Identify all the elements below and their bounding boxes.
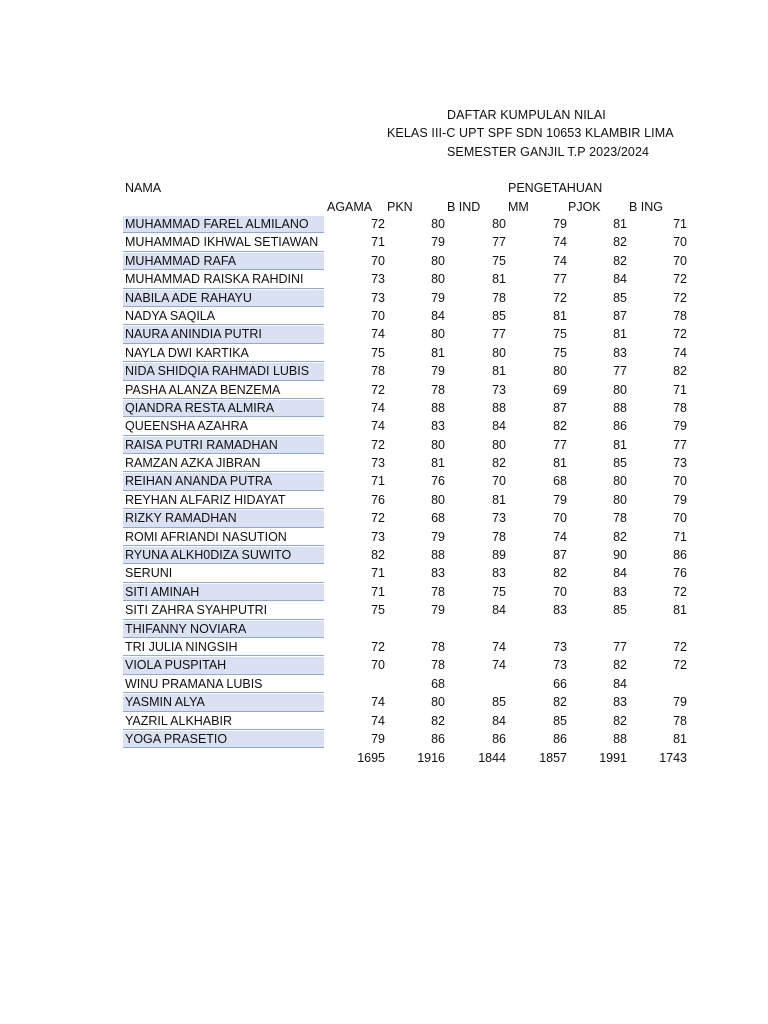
table-row (0, 326, 768, 344)
table-row (0, 382, 768, 400)
score-cell: 80 (613, 382, 627, 397)
table-row (0, 565, 768, 583)
score-cell: 79 (431, 290, 445, 305)
score-cell: 80 (431, 437, 445, 452)
table-row (0, 510, 768, 528)
score-cell: 78 (673, 713, 687, 728)
score-cell: 88 (613, 400, 627, 415)
score-cell: 83 (613, 345, 627, 360)
score-cell: 80 (613, 492, 627, 507)
student-name: MUHAMMAD FAREL ALMILANO (123, 216, 324, 233)
table-row (0, 216, 768, 234)
score-cell: 83 (553, 603, 567, 618)
score-cell: 73 (492, 511, 506, 526)
score-cell: 75 (371, 345, 385, 360)
score-cell: 82 (553, 419, 567, 434)
score-cell: 82 (492, 456, 506, 471)
table-row (0, 418, 768, 436)
score-cell: 74 (371, 419, 385, 434)
score-cell: 85 (613, 290, 627, 305)
header-name: NAMA (125, 181, 162, 195)
score-cell: 73 (371, 272, 385, 287)
subject-header-pjok: PJOK (568, 200, 601, 214)
score-cell: 86 (613, 419, 627, 434)
score-cell: 81 (431, 456, 445, 471)
score-cell: 79 (553, 492, 567, 507)
score-cell: 77 (492, 327, 506, 342)
score-cell: 83 (492, 566, 506, 581)
title-line-3: SEMESTER GANJIL T.P 2023/2024 (447, 145, 650, 159)
score-cell: 72 (673, 272, 687, 287)
score-cell: 70 (673, 253, 687, 268)
subject-header-mm: MM (508, 200, 529, 214)
score-cell: 72 (673, 327, 687, 342)
score-cell: 86 (673, 548, 687, 563)
score-cell: 73 (371, 456, 385, 471)
score-cell: 72 (553, 290, 567, 305)
score-cell: 74 (553, 235, 567, 250)
score-cell: 81 (673, 603, 687, 618)
score-cell: 81 (613, 217, 627, 231)
score-cell: 84 (613, 676, 627, 691)
table-row (0, 437, 768, 455)
table-row (0, 584, 768, 602)
score-cell: 85 (492, 695, 506, 710)
score-cell: 81 (613, 437, 627, 452)
score-cell: 82 (553, 566, 567, 581)
score-cell: 72 (371, 437, 385, 452)
score-cell: 70 (673, 474, 687, 489)
table-row (0, 547, 768, 565)
score-cell: 71 (371, 584, 385, 599)
score-cell: 84 (492, 713, 506, 728)
score-cell: 80 (431, 253, 445, 268)
student-name: RYUNA ALKH0DIZA SUWITO (123, 547, 324, 564)
score-cell: 81 (553, 456, 567, 471)
student-name: REYHAN ALFARIZ HIDAYAT (123, 492, 324, 509)
score-cell: 70 (371, 253, 385, 268)
table-row (0, 676, 768, 694)
score-cell: 78 (492, 529, 506, 544)
score-cell: 84 (613, 566, 627, 581)
score-cell: 80 (431, 327, 445, 342)
header-group: PENGETAHUAN (508, 181, 603, 195)
score-cell: 77 (553, 272, 567, 287)
score-cell: 76 (431, 474, 445, 489)
score-cell: 82 (673, 364, 687, 379)
table-row (0, 713, 768, 731)
score-cell: 70 (371, 308, 385, 323)
table-row (0, 271, 768, 289)
score-cell: 83 (431, 419, 445, 434)
score-cell: 86 (492, 731, 506, 746)
score-cell: 74 (371, 713, 385, 728)
score-cell: 82 (613, 253, 627, 268)
score-cell: 80 (613, 474, 627, 489)
score-cell: 87 (553, 400, 567, 415)
score-cell: 77 (613, 639, 627, 654)
score-cell: 74 (371, 400, 385, 415)
student-name: ROMI AFRIANDI NASUTION (123, 529, 324, 546)
student-name: MUHAMMAD IKHWAL SETIAWAN (123, 234, 324, 251)
score-cell: 84 (492, 419, 506, 434)
score-cell: 70 (673, 511, 687, 526)
student-name: REIHAN ANANDA PUTRA (123, 473, 324, 490)
score-cell: 73 (553, 658, 567, 673)
subject-header-bind: B IND (447, 200, 481, 214)
table-row (0, 400, 768, 418)
student-name: SERUNI (123, 565, 324, 582)
total-bind: 1844 (478, 751, 506, 765)
score-cell: 79 (371, 731, 385, 746)
score-cell: 68 (431, 676, 445, 691)
score-cell: 76 (673, 566, 687, 581)
score-cell: 68 (431, 511, 445, 526)
score-cell: 71 (673, 529, 687, 544)
total-bing: 1743 (659, 751, 687, 765)
score-cell: 88 (431, 400, 445, 415)
score-cell: 71 (673, 217, 687, 231)
score-cell: 66 (553, 676, 567, 691)
score-cell: 80 (553, 364, 567, 379)
student-name: NAYLA DWI KARTIKA (123, 345, 324, 362)
score-cell: 88 (431, 548, 445, 563)
student-name: QIANDRA RESTA ALMIRA (123, 400, 324, 417)
score-cell: 79 (431, 529, 445, 544)
student-name: THIFANNY NOVIARA (123, 621, 324, 638)
table-row (0, 455, 768, 473)
score-cell: 72 (673, 639, 687, 654)
score-cell: 82 (431, 713, 445, 728)
score-cell: 72 (371, 511, 385, 526)
score-cell: 71 (371, 474, 385, 489)
table-row (0, 492, 768, 510)
score-cell: 79 (431, 603, 445, 618)
totals-row (0, 750, 768, 768)
score-cell: 81 (492, 272, 506, 287)
score-cell: 87 (613, 308, 627, 323)
table-row (0, 657, 768, 675)
student-name: NAURA ANINDIA PUTRI (123, 326, 324, 343)
table-row (0, 308, 768, 326)
score-cell: 82 (613, 658, 627, 673)
score-cell: 87 (553, 548, 567, 563)
score-cell: 86 (431, 731, 445, 746)
score-cell: 78 (431, 584, 445, 599)
score-cell: 70 (371, 658, 385, 673)
score-cell: 80 (492, 217, 506, 231)
student-name: NABILA ADE RAHAYU (123, 290, 324, 307)
student-name: SITI AMINAH (123, 584, 324, 601)
score-cell: 77 (673, 437, 687, 452)
score-cell: 79 (673, 492, 687, 507)
score-cell: 84 (492, 603, 506, 618)
score-cell: 85 (553, 713, 567, 728)
score-cell: 82 (553, 695, 567, 710)
score-cell: 74 (673, 345, 687, 360)
score-cell: 80 (431, 272, 445, 287)
score-cell: 73 (553, 639, 567, 654)
score-cell: 82 (613, 713, 627, 728)
total-mm: 1857 (539, 751, 567, 765)
score-cell: 72 (673, 658, 687, 673)
score-cell: 88 (492, 400, 506, 415)
table-row (0, 473, 768, 491)
score-cell: 72 (371, 217, 385, 231)
score-cell: 78 (431, 658, 445, 673)
title-line-2: KELAS III-C UPT SPF SDN 10653 KLAMBIR LIMA (387, 126, 674, 140)
score-cell: 81 (613, 327, 627, 342)
score-cell: 72 (673, 584, 687, 599)
table-row (0, 363, 768, 381)
table-row (0, 529, 768, 547)
score-cell: 81 (673, 731, 687, 746)
score-cell: 73 (371, 290, 385, 305)
table-row (0, 694, 768, 712)
score-cell: 73 (371, 529, 385, 544)
score-cell: 83 (613, 584, 627, 599)
score-cell: 85 (492, 308, 506, 323)
total-pkn: 1916 (417, 751, 445, 765)
score-cell: 83 (613, 695, 627, 710)
student-name: YOGA PRASETIO (123, 731, 324, 748)
score-cell: 78 (492, 290, 506, 305)
table-row (0, 639, 768, 657)
score-cell: 75 (553, 327, 567, 342)
score-cell: 86 (553, 731, 567, 746)
score-cell: 84 (431, 308, 445, 323)
score-cell: 78 (431, 639, 445, 654)
score-cell: 77 (613, 364, 627, 379)
score-cell: 71 (673, 382, 687, 397)
total-pjok: 1991 (599, 751, 627, 765)
student-name: NADYA SAQILA (123, 308, 324, 325)
score-cell: 72 (673, 290, 687, 305)
score-cell: 77 (492, 235, 506, 250)
score-cell: 85 (613, 603, 627, 618)
table-row (0, 345, 768, 363)
score-cell: 80 (492, 437, 506, 452)
score-cell: 78 (613, 511, 627, 526)
score-cell: 76 (371, 492, 385, 507)
student-name: NIDA SHIDQIA RAHMADI LUBIS (123, 363, 324, 380)
score-cell: 74 (371, 327, 385, 342)
score-cell: 70 (673, 235, 687, 250)
score-cell: 81 (553, 308, 567, 323)
student-name: YAZRIL ALKHABIR (123, 713, 324, 730)
score-cell: 78 (673, 308, 687, 323)
score-cell: 79 (673, 419, 687, 434)
score-cell: 81 (492, 364, 506, 379)
score-cell: 73 (492, 382, 506, 397)
score-cell: 72 (371, 639, 385, 654)
score-cell: 70 (553, 511, 567, 526)
table-row (0, 290, 768, 308)
score-cell: 80 (492, 345, 506, 360)
student-name: WINU PRAMANA LUBIS (123, 676, 324, 693)
score-cell: 71 (371, 566, 385, 581)
table-row (0, 731, 768, 749)
score-cell: 80 (431, 217, 445, 231)
score-cell: 77 (553, 437, 567, 452)
total-agama: 1695 (357, 751, 385, 765)
score-cell: 82 (613, 529, 627, 544)
score-cell: 79 (431, 364, 445, 379)
table-row (0, 234, 768, 252)
score-cell: 69 (553, 382, 567, 397)
score-cell: 70 (492, 474, 506, 489)
score-cell: 83 (431, 566, 445, 581)
score-cell: 80 (431, 492, 445, 507)
score-cell: 81 (431, 345, 445, 360)
subject-header-agama: AGAMA (327, 200, 373, 214)
score-cell: 74 (492, 639, 506, 654)
score-cell: 81 (492, 492, 506, 507)
table-row (0, 621, 768, 639)
table-row (0, 253, 768, 271)
subject-header-pkn: PKN (387, 200, 413, 214)
score-cell: 89 (492, 548, 506, 563)
score-cell: 90 (613, 548, 627, 563)
score-cell: 74 (371, 695, 385, 710)
score-cell: 75 (492, 253, 506, 268)
score-cell: 74 (492, 658, 506, 673)
score-cell: 78 (431, 382, 445, 397)
student-name: RIZKY RAMADHAN (123, 510, 324, 527)
title-line-1: DAFTAR KUMPULAN NILAI (447, 108, 606, 122)
score-cell: 84 (613, 272, 627, 287)
student-name: VIOLA PUSPITAH (123, 657, 324, 674)
score-cell: 82 (613, 235, 627, 250)
score-cell: 74 (553, 529, 567, 544)
score-cell: 78 (371, 364, 385, 379)
score-cell: 82 (371, 548, 385, 563)
score-cell: 79 (431, 235, 445, 250)
score-cell: 75 (492, 584, 506, 599)
score-cell: 80 (431, 695, 445, 710)
score-cell: 70 (553, 584, 567, 599)
student-name: RAISA PUTRI RAMADHAN (123, 437, 324, 454)
score-cell: 78 (673, 400, 687, 415)
student-rows (0, 216, 768, 749)
student-name: RAMZAN AZKA JIBRAN (123, 455, 324, 472)
score-cell: 72 (371, 382, 385, 397)
subject-header-bing: B ING (629, 200, 664, 214)
score-cell: 74 (553, 253, 567, 268)
score-cell: 68 (553, 474, 567, 489)
score-cell: 85 (613, 456, 627, 471)
score-cell: 88 (613, 731, 627, 746)
score-cell: 79 (673, 695, 687, 710)
score-cell: 71 (371, 235, 385, 250)
score-cell: 79 (553, 217, 567, 231)
score-cell: 75 (553, 345, 567, 360)
student-name: YASMIN ALYA (123, 694, 324, 711)
student-name: TRI JULIA NINGSIH (123, 639, 324, 656)
student-name: SITI ZAHRA SYAHPUTRI (123, 602, 324, 619)
student-name: MUHAMMAD RAISKA RAHDINI (123, 271, 324, 288)
student-name: QUEENSHA AZAHRA (123, 418, 324, 435)
student-name: PASHA ALANZA BENZEMA (123, 382, 324, 399)
score-cell: 73 (673, 456, 687, 471)
score-cell: 75 (371, 603, 385, 618)
student-name: MUHAMMAD RAFA (123, 253, 324, 270)
table-row (0, 602, 768, 620)
